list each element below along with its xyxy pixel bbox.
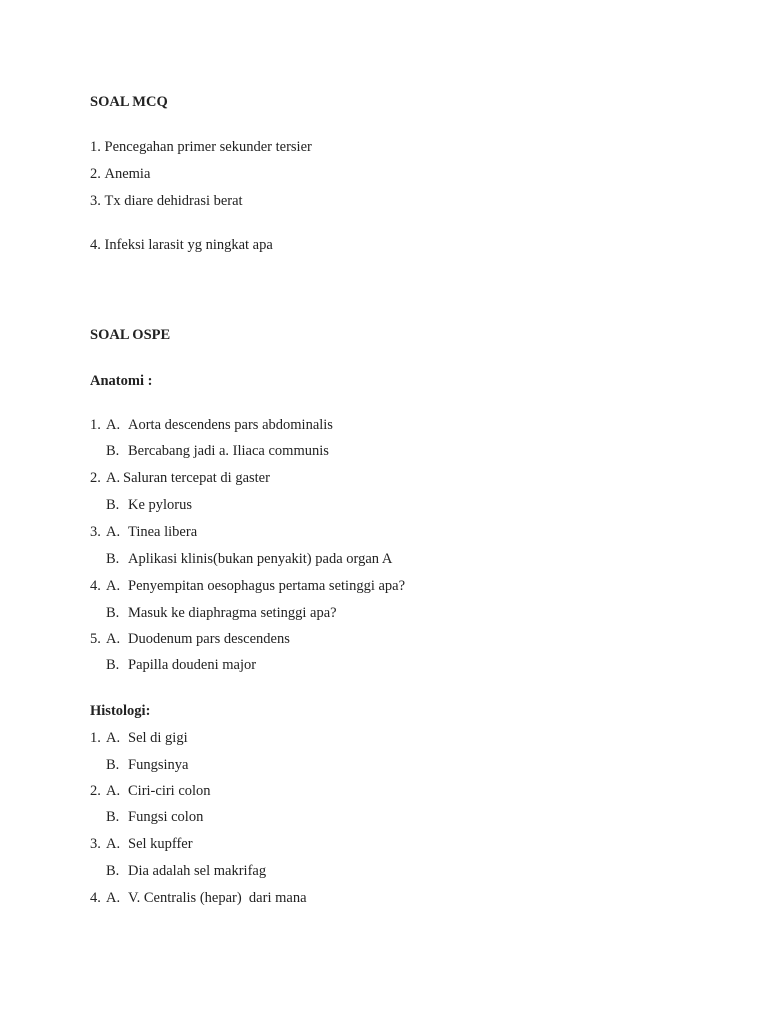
item-text: Penyempitan oesophagus pertama setinggi apa? xyxy=(128,578,406,594)
anatomi-item-3-a xyxy=(90,523,197,541)
histologi-item-3-a xyxy=(90,835,193,853)
item-number: 4. xyxy=(90,237,101,253)
anatomi-item-1-a xyxy=(90,416,333,434)
histologi-item-4-a xyxy=(90,889,307,907)
mcq-item-4 xyxy=(90,236,273,254)
item-text: Ke pylorus xyxy=(128,497,193,513)
option-b-label: B. xyxy=(106,809,120,825)
item-text: Masuk ke diaphragma setinggi apa? xyxy=(128,605,337,621)
anatomi-item-2-b xyxy=(90,496,192,514)
item-number: 2. xyxy=(90,166,101,182)
option-a-label: A. xyxy=(106,578,121,594)
anatomi-heading: Anatomi : xyxy=(90,373,153,389)
option-b-label: B. xyxy=(106,551,120,567)
item-number: 4. xyxy=(90,890,101,906)
item-text: Fungsinya xyxy=(128,757,189,773)
ospe-heading: SOAL OSPE xyxy=(90,327,171,343)
item-text: Tinea libera xyxy=(128,524,198,540)
item-number: 1. xyxy=(90,417,101,433)
mcq-item-2 xyxy=(90,165,150,183)
item-text: Anemia xyxy=(104,166,151,182)
anatomi-item-1-b xyxy=(90,442,329,460)
option-b-label: B. xyxy=(106,657,120,673)
item-text: Dia adalah sel makrifag xyxy=(128,863,267,879)
item-number: 2. xyxy=(90,783,101,799)
histologi-heading: Histologi: xyxy=(90,703,151,719)
histologi-item-1-b xyxy=(90,756,188,774)
anatomi-item-2-a xyxy=(90,469,270,487)
option-a-label: A. xyxy=(106,524,121,540)
option-a-label: A. xyxy=(106,783,121,799)
anatomi-item-3-b xyxy=(90,550,392,568)
item-text: Aplikasi klinis(bukan penyakit) pada organ A xyxy=(128,551,393,567)
option-a-label: A. xyxy=(106,631,121,647)
option-b-label: B. xyxy=(106,497,120,513)
option-a-label: A. xyxy=(106,470,121,486)
item-text: Tx diare dehidrasi berat xyxy=(104,193,243,209)
option-b-label: B. xyxy=(106,605,120,621)
item-number: 2. xyxy=(90,470,101,486)
item-number: 3. xyxy=(90,836,101,852)
item-number: 5. xyxy=(90,631,101,647)
option-a-label: A. xyxy=(106,730,121,746)
item-text: Sel di gigi xyxy=(128,730,188,746)
item-text: Bercabang jadi a. Iliaca communis xyxy=(128,443,329,459)
histologi-item-3-b xyxy=(90,862,266,880)
mcq-item-1 xyxy=(90,138,312,156)
item-text: Fungsi colon xyxy=(128,809,204,825)
anatomi-item-5-b xyxy=(90,656,256,674)
option-b-label: B. xyxy=(106,443,120,459)
option-a-label: A. xyxy=(106,890,121,906)
item-text: V. Centralis (hepar) dari mana xyxy=(128,890,307,906)
option-b-label: B. xyxy=(106,757,120,773)
mcq-heading: SOAL MCQ xyxy=(90,94,168,110)
histologi-item-2-a xyxy=(90,782,211,800)
item-text: Ciri-ciri colon xyxy=(128,783,211,799)
option-a-label: A. xyxy=(106,836,121,852)
anatomi-item-4-a xyxy=(90,577,405,595)
item-text: Aorta descendens pars abdominalis xyxy=(128,417,333,433)
item-text: Sel kupffer xyxy=(128,836,193,852)
item-text: Pencegahan primer sekunder tersier xyxy=(104,139,312,155)
anatomi-item-5-a xyxy=(90,630,290,648)
histologi-item-2-b xyxy=(90,808,203,826)
mcq-item-3 xyxy=(90,192,243,210)
option-b-label: B. xyxy=(106,863,120,879)
item-number: 3. xyxy=(90,524,101,540)
item-number: 1. xyxy=(90,139,101,155)
anatomi-item-4-b xyxy=(90,604,337,622)
item-text: Infeksi larasit yg ningkat apa xyxy=(104,237,273,253)
option-a-label: A. xyxy=(106,417,121,433)
histologi-item-1-a xyxy=(90,729,188,747)
item-text: Saluran tercepat di gaster xyxy=(123,470,270,486)
item-text: Duodenum pars descendens xyxy=(128,631,290,647)
item-number: 3. xyxy=(90,193,101,209)
item-number: 1. xyxy=(90,730,101,746)
item-number: 4. xyxy=(90,578,101,594)
item-text: Papilla doudeni major xyxy=(128,657,257,673)
